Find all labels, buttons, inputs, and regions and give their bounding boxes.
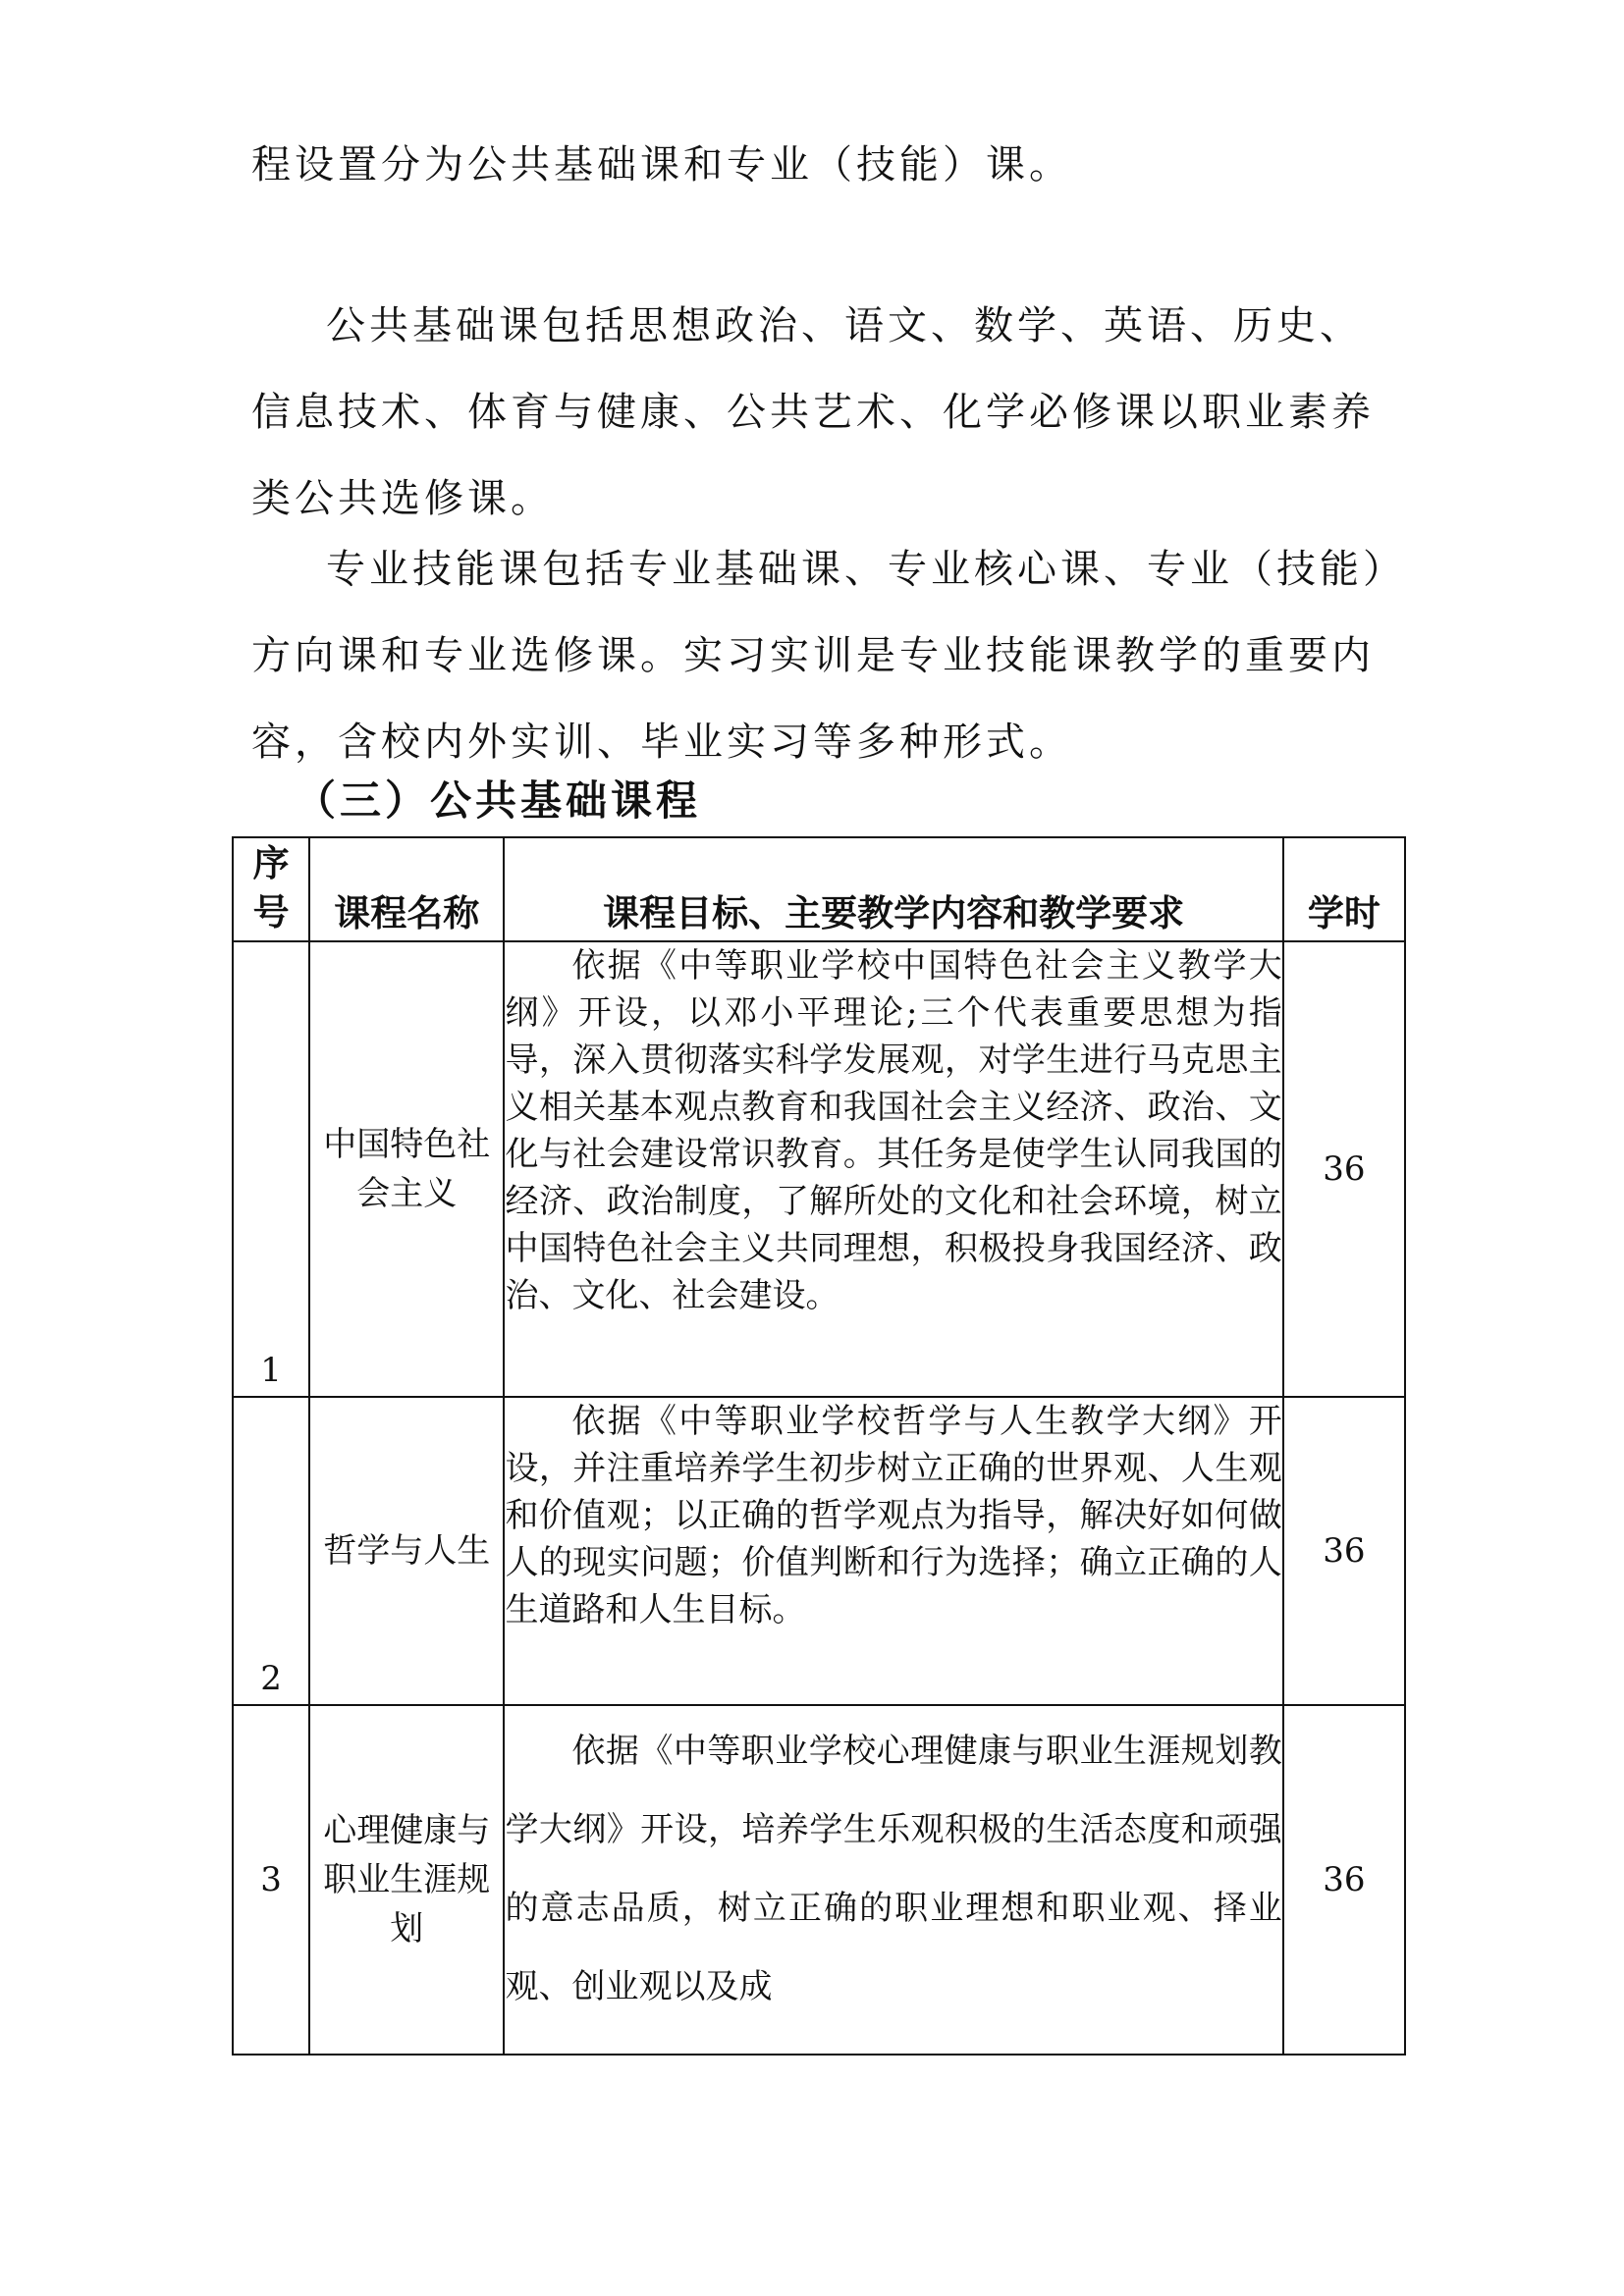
paragraph-line: 专业技能课包括专业基础课、专业核心课、专业（技能） bbox=[326, 547, 1406, 592]
table-row bbox=[233, 941, 1405, 1397]
course-table bbox=[232, 836, 1406, 2056]
course-description-text: 依据《中等职业学校中国特色社会主义教学大纲》开设，以邓小平理论;三个代表重要思想为指导，深入贯彻落实科学发展观，对学生进行马克思主义相关基本观点教育和我国社会主义经济、政治、文化与社会建设常识教育。其任务是使学生认同我国的经济、政治制度，了解所处的文化和社会环境，树立中国特色社会主义共同理想，积极投身我国经济、政治、文化、社会建设。 bbox=[505, 946, 1282, 1315]
paragraph-line: 方向课和专业选修课。实习实训是专业技能课教学的重要内 bbox=[251, 633, 1375, 678]
table-row bbox=[233, 1397, 1405, 1705]
header-course-name: 课程名称 bbox=[309, 837, 504, 941]
paragraph-line: 程设置分为公共基础课和专业（技能）课。 bbox=[251, 142, 1072, 187]
intro-paragraph-2 bbox=[251, 283, 1410, 542]
course-description bbox=[504, 941, 1282, 1397]
intro-paragraph-3 bbox=[251, 526, 1410, 785]
course-hours: 36 bbox=[1283, 1397, 1405, 1705]
course-hours: 36 bbox=[1283, 1705, 1405, 2055]
course-description bbox=[504, 1705, 1282, 2055]
paragraph-line: 类公共选修课。 bbox=[251, 476, 554, 521]
course-name: 哲学与人生 bbox=[309, 1397, 504, 1705]
course-description-text: 依据《中等职业学校心理健康与职业生涯规划教学大纲》开设，培养学生乐观积极的生活态度和顽强的意志品质，树立正确的职业理想和职业观、择业观、创业观以及成 bbox=[505, 1732, 1282, 2006]
header-hours: 学时 bbox=[1283, 837, 1405, 941]
paragraph-line: 信息技术、体育与健康、公共艺术、化学必修课以职业素养 bbox=[251, 390, 1375, 435]
row-number: 2 bbox=[233, 1397, 309, 1705]
header-number bbox=[233, 837, 309, 941]
header-number-line-1: 序 bbox=[252, 841, 290, 884]
section-heading: （三）公共基础课程 bbox=[295, 776, 702, 825]
table-header-row bbox=[233, 837, 1405, 941]
paragraph-line: 公共基础课包括思想政治、语文、数学、英语、历史、 bbox=[326, 303, 1363, 348]
header-description: 课程目标、主要教学内容和教学要求 bbox=[504, 837, 1282, 941]
course-description-text: 依据《中等职业学校哲学与人生教学大纲》开设，并注重培养学生初步树立正确的世界观、人生观和价值观；以正确的哲学观点为指导，解决好如何做人的现实问题；价值判断和行为选择；确立正确的人生道路和人生目标。 bbox=[505, 1402, 1282, 1629]
row-number: 3 bbox=[233, 1705, 309, 2055]
row-number: 1 bbox=[233, 941, 309, 1397]
intro-paragraph-1 bbox=[251, 122, 1410, 208]
header-number-line-2: 号 bbox=[252, 890, 290, 934]
table-row bbox=[233, 1705, 1405, 2055]
course-name: 心理健康与职业生涯规划 bbox=[309, 1705, 504, 2055]
course-name: 中国特色社会主义 bbox=[309, 941, 504, 1397]
course-hours: 36 bbox=[1283, 941, 1405, 1397]
course-description bbox=[504, 1397, 1282, 1705]
paragraph-line: 容，含校内外实训、毕业实习等多种形式。 bbox=[251, 720, 1072, 765]
